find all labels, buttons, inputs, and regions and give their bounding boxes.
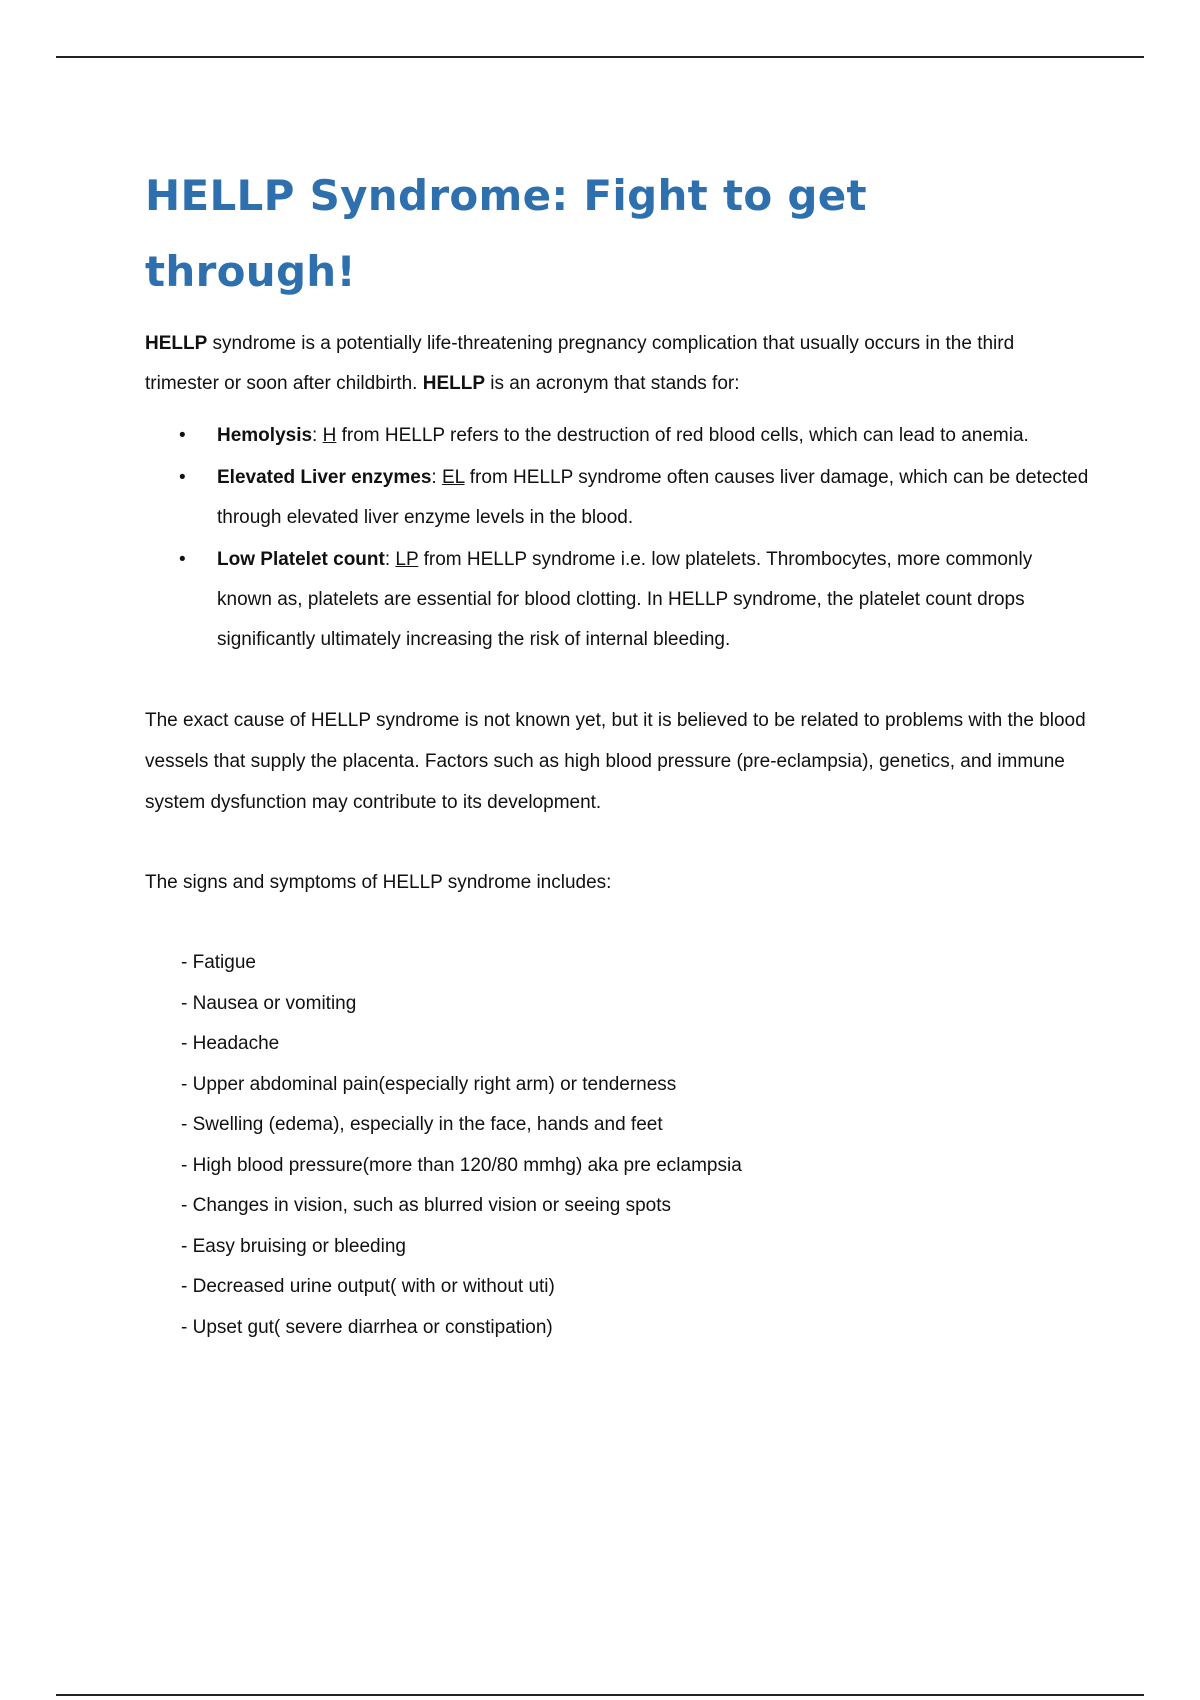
bullet-icon: • [179,549,186,570]
header-rule [56,56,1144,58]
intro-paragraph [145,324,1090,404]
intro-bold-hellp: HELLP [145,333,208,354]
bullet-icon: • [179,425,186,446]
acronym-term: Hemolysis [217,425,313,446]
signs-intro: The signs and symptoms of HELLP syndrome includes: [145,872,612,893]
symptom-item: - Easy bruising or bleeding [181,1235,406,1257]
symptom-list [145,943,1090,1348]
symptom-item: - Nausea or vomiting [181,992,357,1014]
symptom-item: - Changes in vision, such as blurred vision or seeing spots [181,1195,672,1216]
footer-rule [56,1694,1144,1696]
acronym-list [145,416,1090,660]
symptom-item: - Fatigue [181,952,256,973]
acronym-separator: : [431,467,442,488]
acronym-separator: : [312,425,323,446]
acronym-item-hemolysis [145,416,1090,456]
symptom-item: - Headache [181,1033,280,1054]
acronym-separator: : [384,549,396,570]
symptom-item: - Upset gut( severe diarrhea or constipation) [181,1316,553,1338]
document-body [145,158,1090,1348]
acronym-term: Elevated Liver enzymes [217,467,432,488]
acronym-description: from HELLP syndrome i.e. low platelets. Thrombocytes, more commonly known as, platelets are essential for blood clotting. In HELLP syndrome, the platelet count drops significantly ultimately increasing the risk of internal bleeding. [217,549,1033,650]
cause-paragraph: The exact cause of HELLP syndrome is not known yet, but it is believed to be related to problems with the blood vessels that supply the placenta. Factors such as high blood pressure (pre-eclampsia), genetics, and immune system dysfunction may contribute to its development. [145,710,1086,813]
symptom-item: - Upper abdominal pain(especially right arm) or tenderness [181,1073,677,1095]
intro-bold-hellp-2: HELLP [422,373,485,394]
symptom-item: - Decreased urine output( with or without uti) [181,1276,555,1297]
intro-text-2: is an acronym that stands for: [485,373,740,394]
acronym-description: from HELLP syndrome often causes liver damage, which can be detected through elevated liver enzyme levels in the blood. [217,467,1089,528]
acronym-item-low-platelet-count [145,540,1090,660]
acronym-letters: H [322,425,337,446]
bullet-icon: • [179,467,186,488]
acronym-term: Low Platelet count [217,549,385,570]
symptom-item: - Swelling (edema), especially in the face, hands and feet [181,1114,663,1135]
page-title: HELLP Syndrome: Fight to get through! [145,171,867,296]
acronym-letters: EL [441,467,465,488]
acronym-item-elevated-liver-enzymes [145,458,1090,538]
symptom-item: - High blood pressure(more than 120/80 mmhg) aka pre eclampsia [181,1154,742,1176]
acronym-description: from HELLP refers to the destruction of red blood cells, which can lead to anemia. [336,425,1029,446]
intro-text-1: syndrome is a potentially life-threatening pregnancy complication that usually occurs in the third trimester or soon after childbirth. [145,333,1015,394]
acronym-letters: LP [395,549,419,570]
